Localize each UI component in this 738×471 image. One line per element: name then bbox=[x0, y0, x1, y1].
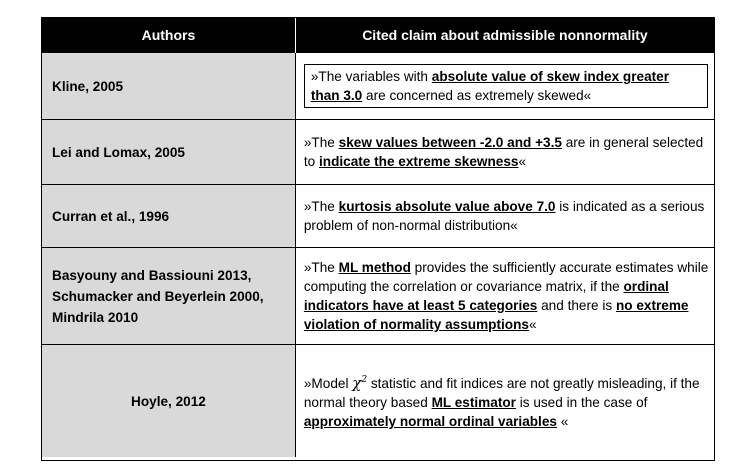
header-authors: Authors bbox=[42, 18, 295, 53]
claim-emphasis: ML method bbox=[338, 260, 411, 275]
claim-text: are concerned as extremely skewed« bbox=[366, 88, 592, 103]
table-row bbox=[42, 345, 714, 458]
claim-cell bbox=[295, 185, 714, 248]
claim-text: »The variables with bbox=[310, 69, 428, 84]
table-row bbox=[42, 248, 714, 345]
claim-text: is indicated as a serious problem of non-normal distribution« bbox=[303, 199, 705, 233]
claim-emphasis: kurtosis absolute value above 7.0 bbox=[338, 199, 556, 214]
claim-text: provides the sufficiently accurate estimates while computing the correlation or covariance matrix, if the bbox=[303, 260, 709, 294]
claim-text: »Model bbox=[303, 376, 349, 391]
claim-emphasis: ordinal indicators have at least 5 categories bbox=[303, 279, 669, 313]
header-row bbox=[42, 18, 714, 53]
author-cell: Kline, 2005 bbox=[42, 53, 295, 120]
claim-text: »The bbox=[303, 260, 335, 275]
claim-text: »The bbox=[303, 135, 335, 150]
claim-close: « bbox=[560, 414, 569, 429]
author-cell: Hoyle, 2012 bbox=[42, 345, 295, 458]
claim-cell bbox=[295, 53, 714, 120]
header-claim: Cited claim about admissible nonnormality bbox=[295, 18, 714, 53]
table-row bbox=[42, 185, 714, 248]
claim-text: statistic and fit indices are not greatly misleading, if the normal theory based bbox=[303, 376, 700, 410]
claim-text: »The bbox=[303, 199, 335, 214]
claim-text: is used in the case of bbox=[519, 395, 648, 410]
claim-emphasis: no extreme violation of normality assumptions bbox=[303, 298, 689, 332]
author-cell: Curran et al., 1996 bbox=[42, 185, 295, 248]
claim-cell bbox=[295, 345, 714, 458]
nonnormality-citation-table bbox=[42, 18, 714, 457]
table-row bbox=[42, 120, 714, 185]
author-cell: Lei and Lomax, 2005 bbox=[42, 120, 295, 185]
claim-emphasis: approximately normal ordinal variables bbox=[303, 414, 557, 429]
chi-square-symbol: $\chi^2$ bbox=[352, 374, 368, 392]
claim-close: « bbox=[518, 154, 527, 169]
claim-emphasis: ML estimator bbox=[431, 395, 516, 410]
claim-emphasis: skew values between -2.0 and +3.5 bbox=[338, 135, 562, 150]
claim-cell bbox=[295, 248, 714, 345]
claim-text: and there is bbox=[541, 298, 613, 313]
claim-emphasis: absolute value of skew index greater than 3.0 bbox=[310, 69, 670, 103]
claim-emphasis: indicate the extreme skewness bbox=[319, 154, 519, 169]
claim-cell bbox=[295, 120, 714, 185]
claim-close: « bbox=[528, 317, 537, 332]
table-row bbox=[42, 53, 714, 120]
citation-table-frame bbox=[41, 17, 715, 461]
claim-text: are in general selected to bbox=[303, 135, 704, 169]
author-cell: Basyouny and Bassiouni 2013, Schumacker and Beyerlein 2000, Mindrila 2010 bbox=[42, 248, 295, 345]
